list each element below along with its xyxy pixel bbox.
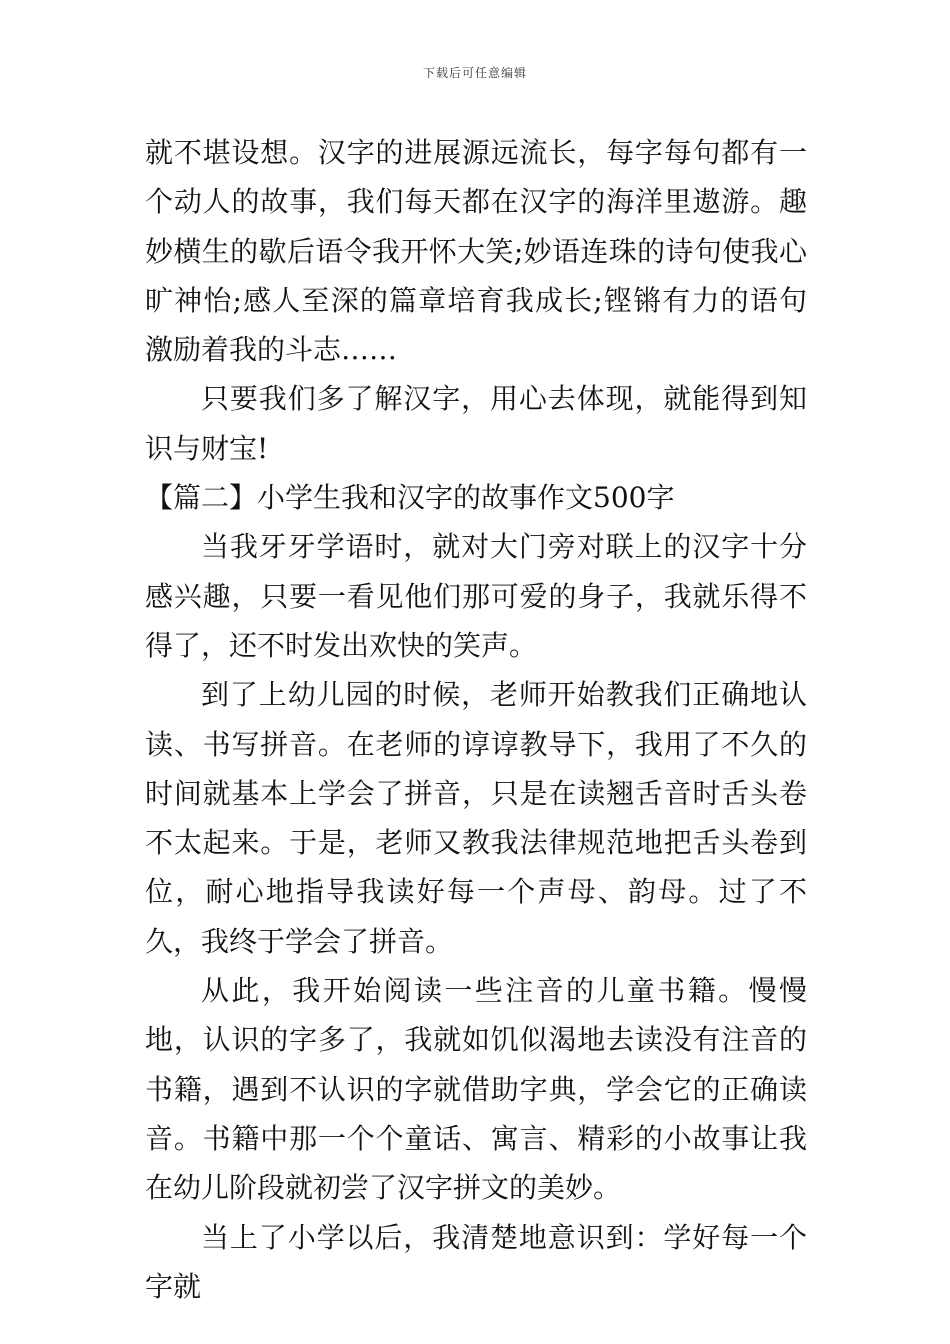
paragraph: 就不堪设想。汉字的进展源远流长，每字每句都有一个动人的故事，我们每天都在汉字的海洋里遨游。趣妙横生的歇后语令我开怀大笑;妙语连珠的诗句使我心旷神怡;感人至深的篇章培育我成长;铿锵有力的语句激励着我的斗志……	[145, 136, 807, 367]
paragraph: 当上了小学以后，我清楚地意识到：学好每一个字就	[145, 1220, 807, 1303]
paragraph: 从此，我开始阅读一些注音的儿童书籍。慢慢地，认识的字多了，我就如饥似渴地去读没有注音的书籍，遇到不认识的字就借助字典，学会它的正确读音。书籍中那一个个童话、寓言、精彩的小故事让我在幼儿阶段就初尝了汉字拼文的美妙。	[145, 974, 807, 1205]
paragraph: 到了上幼儿园的时候，老师开始教我们正确地认读、书写拼音。在老师的谆谆教导下，我用了不久的时间就基本上学会了拼音，只是在读翘舌音时舌头卷不太起来。于是，老师又教我法律规范地把舌头卷到位，耐心地指导我读好每一个声母、韵母。过了不久，我终于学会了拼音。	[145, 678, 807, 958]
document-body	[145, 128, 807, 1311]
paragraph: 只要我们多了解汉字，用心去体现，就能得到知识与财宝!	[145, 382, 807, 465]
page-header: 下载后可任意编辑	[422, 66, 527, 80]
paragraph: 当我牙牙学语时，就对大门旁对联上的汉字十分感兴趣，只要一看见他们那可爱的身子，我就乐得不得了，还不时发出欢快的笑声。	[145, 530, 807, 662]
section-heading: 【篇二】小学生我和汉字的故事作文500字	[145, 481, 675, 515]
